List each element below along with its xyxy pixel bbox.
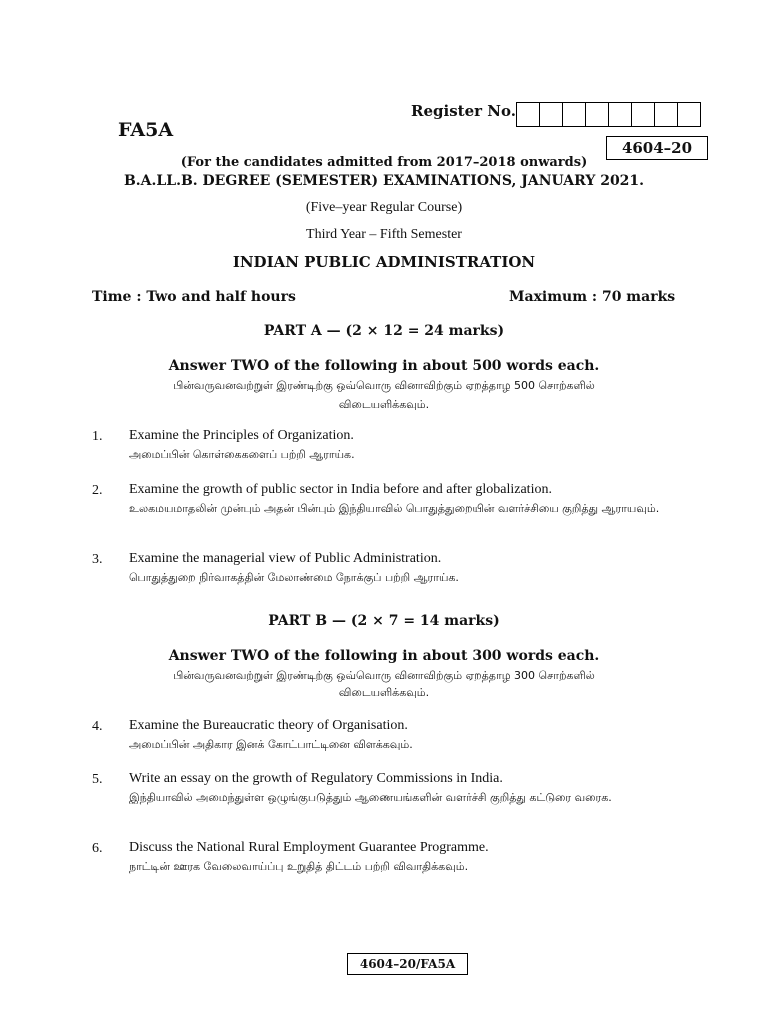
question-text-tamil: நாட்டின் ஊரக வேலைவாய்ப்பு உறுதித் திட்டம் பற்றி விவாதிக்கவும். <box>129 860 469 873</box>
year-semester: Third Year – Fifth Semester <box>306 227 462 242</box>
register-box <box>609 103 632 126</box>
register-box <box>655 103 678 126</box>
question-text: Examine the Principles of Organization. <box>129 428 354 443</box>
register-box <box>678 103 700 126</box>
time-allowed: Time : Two and half hours <box>92 289 296 305</box>
register-box <box>517 103 540 126</box>
question-text: Write an essay on the growth of Regulatory Commissions in India. <box>129 771 503 786</box>
question-number: 1. <box>92 429 103 444</box>
question-number: 3. <box>92 552 103 567</box>
part-b-title: PART B — (2 × 7 = 14 marks) <box>268 613 500 629</box>
question-number: 4. <box>92 719 103 734</box>
paper-code: 4604–20 <box>606 136 708 160</box>
question-text: Examine the Bureaucratic theory of Organisation. <box>129 718 408 733</box>
degree-title: B.A.LL.B. DEGREE (SEMESTER) EXAMINATIONS, JANUARY 2021. <box>123 173 645 189</box>
question-number: 5. <box>92 772 103 787</box>
part-a-instruction: Answer TWO of the following in about 500 words each. <box>168 358 600 374</box>
question-number: 2. <box>92 483 103 498</box>
question-text: Examine the growth of public sector in India before and after globalization. <box>129 482 552 497</box>
part-b-instruction: Answer TWO of the following in about 300 words each. <box>168 648 600 664</box>
subject-title: INDIAN PUBLIC ADMINISTRATION <box>232 253 536 271</box>
register-box <box>586 103 609 126</box>
part-a-instruction-tamil: பின்வருவனவற்றுள் இரண்டிற்கு ஒவ்வொரு வினாவிற்கும் ஏறத்தாழ 500 சொற்களில் <box>173 379 595 392</box>
exam-code: FA5A <box>118 119 174 141</box>
question-number: 6. <box>92 841 103 856</box>
course-type: (Five–year Regular Course) <box>305 200 463 215</box>
register-box <box>563 103 586 126</box>
register-box <box>540 103 563 126</box>
part-b-instruction-tamil-2: விடையளிக்கவும். <box>338 686 430 699</box>
maximum-marks: Maximum : 70 marks <box>509 289 676 305</box>
question-text-tamil: உலகமயமாதலின் முன்பும் அதன் பின்பும் இந்தியாவில் பொதுத்துறையின் வளர்ச்சியை குறித்து ஆராயவும். <box>129 502 660 515</box>
question-text-tamil: அமைப்பின் கொள்கைகளைப் பற்றி ஆராய்க. <box>129 448 355 461</box>
admitted-note: (For the candidates admitted from 2017–2018 onwards) <box>180 155 588 170</box>
question-text-tamil: இந்தியாவில் அமைந்துள்ள ஒழுங்குபடுத்தும் ஆணையங்களின் வளர்ச்சி குறித்து கட்டுரை வரைக. <box>129 791 612 804</box>
question-text: Discuss the National Rural Employment Guarantee Programme. <box>129 840 489 855</box>
part-b-instruction-tamil: பின்வருவனவற்றுள் இரண்டிற்கு ஒவ்வொரு வினாவிற்கும் ஏறத்தாழ 300 சொற்களில் <box>173 669 595 682</box>
part-a-instruction-tamil-2: விடையளிக்கவும். <box>338 398 430 411</box>
register-number-boxes <box>516 102 701 127</box>
question-text-tamil: அமைப்பின் அதிகார இனக் கோட்பாட்டினை விளக்கவும். <box>129 738 413 751</box>
question-text-tamil: பொதுத்துறை நிர்வாகத்தின் மேலாண்மை நோக்குப் பற்றி ஆராய்க. <box>129 571 459 584</box>
register-number-label: Register No. <box>411 102 516 120</box>
register-box <box>632 103 655 126</box>
part-a-title: PART A — (2 × 12 = 24 marks) <box>263 323 505 339</box>
question-text: Examine the managerial view of Public Administration. <box>129 551 442 566</box>
footer-paper-code: 4604–20/FA5A <box>347 953 468 975</box>
